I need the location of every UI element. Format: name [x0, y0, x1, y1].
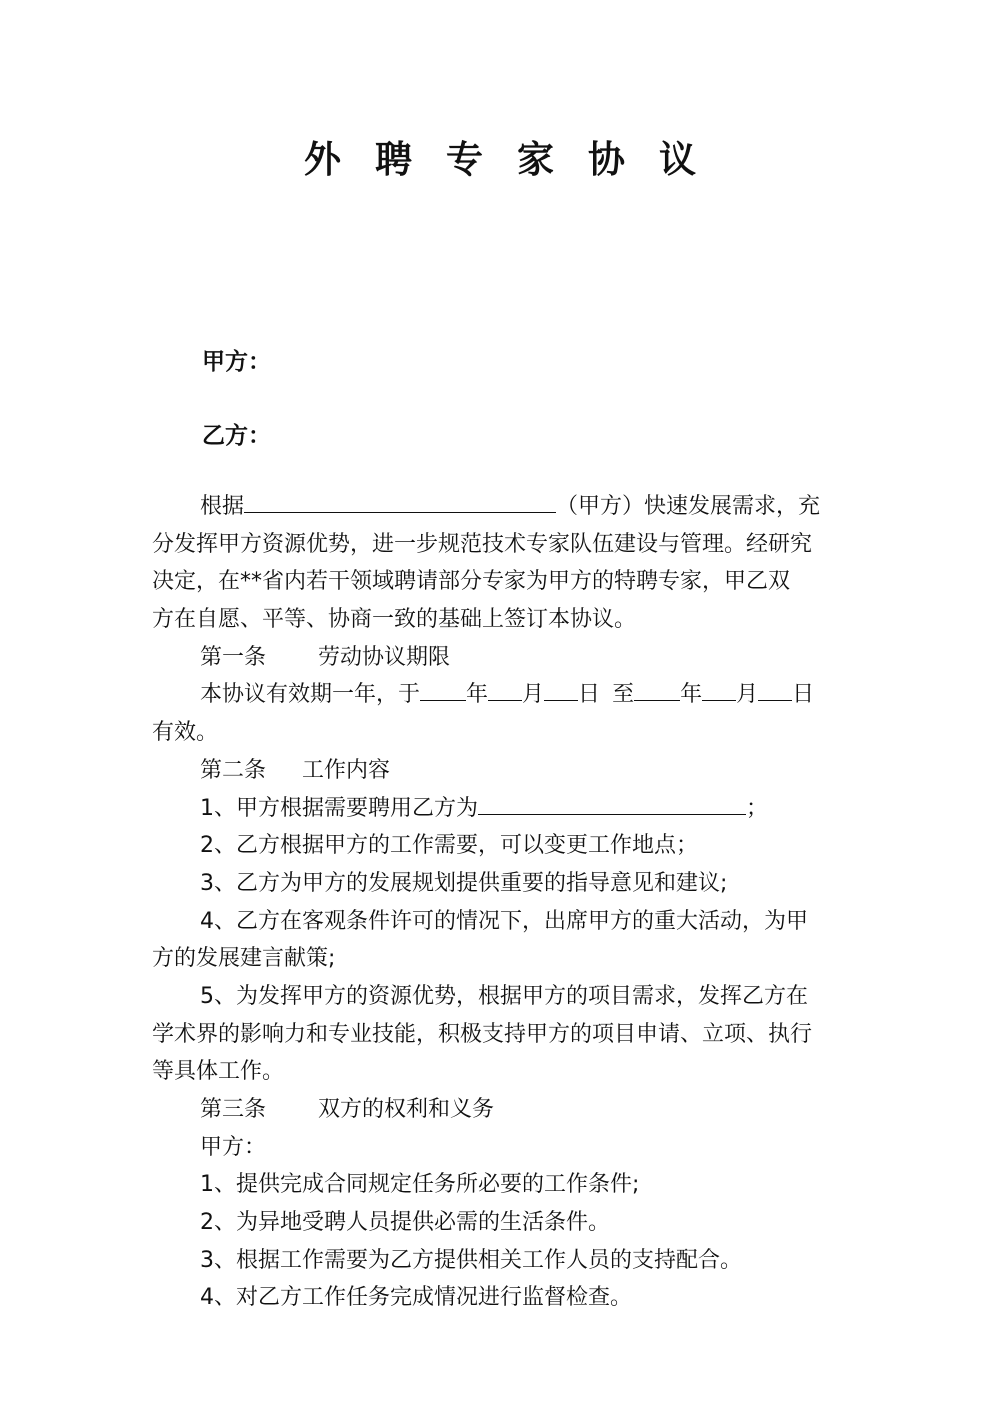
article-3-item-3: 3、根据工作需要为乙方提供相关工作人员的支持配合。	[200, 1247, 742, 1273]
intro-text-end: （甲方）快速发展需求，充	[556, 494, 821, 519]
article-3-party-a: 甲方：	[200, 1134, 267, 1160]
term-text-start: 本协议有效期一年，于	[200, 682, 421, 708]
item-1-text: 1、甲方根据需要聘用乙方为	[200, 795, 478, 821]
article-3-number: 第三条	[200, 1097, 267, 1122]
end-month-label: 月	[736, 682, 759, 708]
article-2-heading	[152, 752, 852, 790]
agreement-term-line	[152, 676, 852, 714]
party-b-label: 乙方：	[202, 423, 271, 449]
start-month-label: 月	[522, 682, 545, 708]
agreement-body	[152, 488, 852, 1317]
article-1-title: 劳动协议期限	[318, 644, 451, 670]
end-year-blank	[634, 676, 680, 701]
intro-line-4: 方在自愿、平等、协商一致的基础上签订本协议。	[152, 607, 637, 633]
party-a-label: 甲方：	[202, 349, 271, 375]
article-1-heading	[152, 639, 852, 677]
to-label: 至	[612, 682, 635, 708]
article-2-number: 第二条	[200, 757, 267, 783]
intro-text-start: 根据	[200, 494, 245, 519]
intro-line-1	[152, 488, 852, 526]
article-3-item-1: 1、提供完成合同规定任务所必要的工作条件;	[200, 1172, 640, 1198]
article-2-item-3: 3、乙方为甲方的发展规划提供重要的指导意见和建议;	[200, 870, 728, 896]
end-month-blank	[702, 676, 736, 701]
article-3-item-2: 2、为异地受聘人员提供必需的生活条件。	[200, 1210, 610, 1236]
party-a-name-blank	[244, 488, 556, 513]
start-day-label: 日	[578, 682, 601, 708]
article-2-item-2: 2、乙方根据甲方的工作需要，可以变更工作地点；	[200, 833, 698, 859]
article-2-item-5-line-3: 等具体工作。	[152, 1059, 285, 1085]
start-year-label: 年	[466, 682, 489, 708]
article-1-number: 第一条	[200, 644, 267, 670]
article-2-item-1	[152, 790, 852, 828]
end-day-label: 日	[792, 682, 815, 708]
start-day-blank	[544, 676, 578, 701]
article-3-title: 双方的权利和义务	[318, 1097, 495, 1122]
end-day-blank	[758, 676, 792, 701]
article-2-item-5-line-2: 学术界的影响力和专业技能，积极支持甲方的项目申请、立项、执行	[152, 1021, 813, 1047]
start-month-blank	[488, 676, 522, 701]
term-end-line: 有效。	[152, 720, 219, 746]
article-2-item-5-line-1: 5、为发挥甲方的资源优势，根据甲方的项目需求，发挥乙方在	[200, 983, 808, 1009]
position-blank	[478, 790, 746, 815]
article-3-heading	[152, 1091, 852, 1129]
intro-line-2: 分发挥甲方资源优势，进一步规范技术专家队伍建设与管理。经研究	[152, 531, 813, 557]
start-year-blank	[420, 676, 466, 701]
article-2-title: 工作内容	[302, 757, 391, 783]
intro-line-3: 决定，在**省内若干领域聘请部分专家为甲方的特聘专家，甲乙双	[152, 569, 791, 595]
article-2-item-4-line-1: 4、乙方在客观条件许可的情况下，出席甲方的重大活动，为甲	[200, 908, 808, 934]
item-1-end: ；	[746, 795, 769, 821]
article-2-item-4-line-2: 方的发展建言献策;	[152, 946, 336, 972]
end-year-label: 年	[680, 682, 703, 708]
article-3-item-4: 4、对乙方工作任务完成情况进行监督检查。	[200, 1285, 632, 1311]
document-title: 外聘专家协议	[304, 138, 730, 181]
